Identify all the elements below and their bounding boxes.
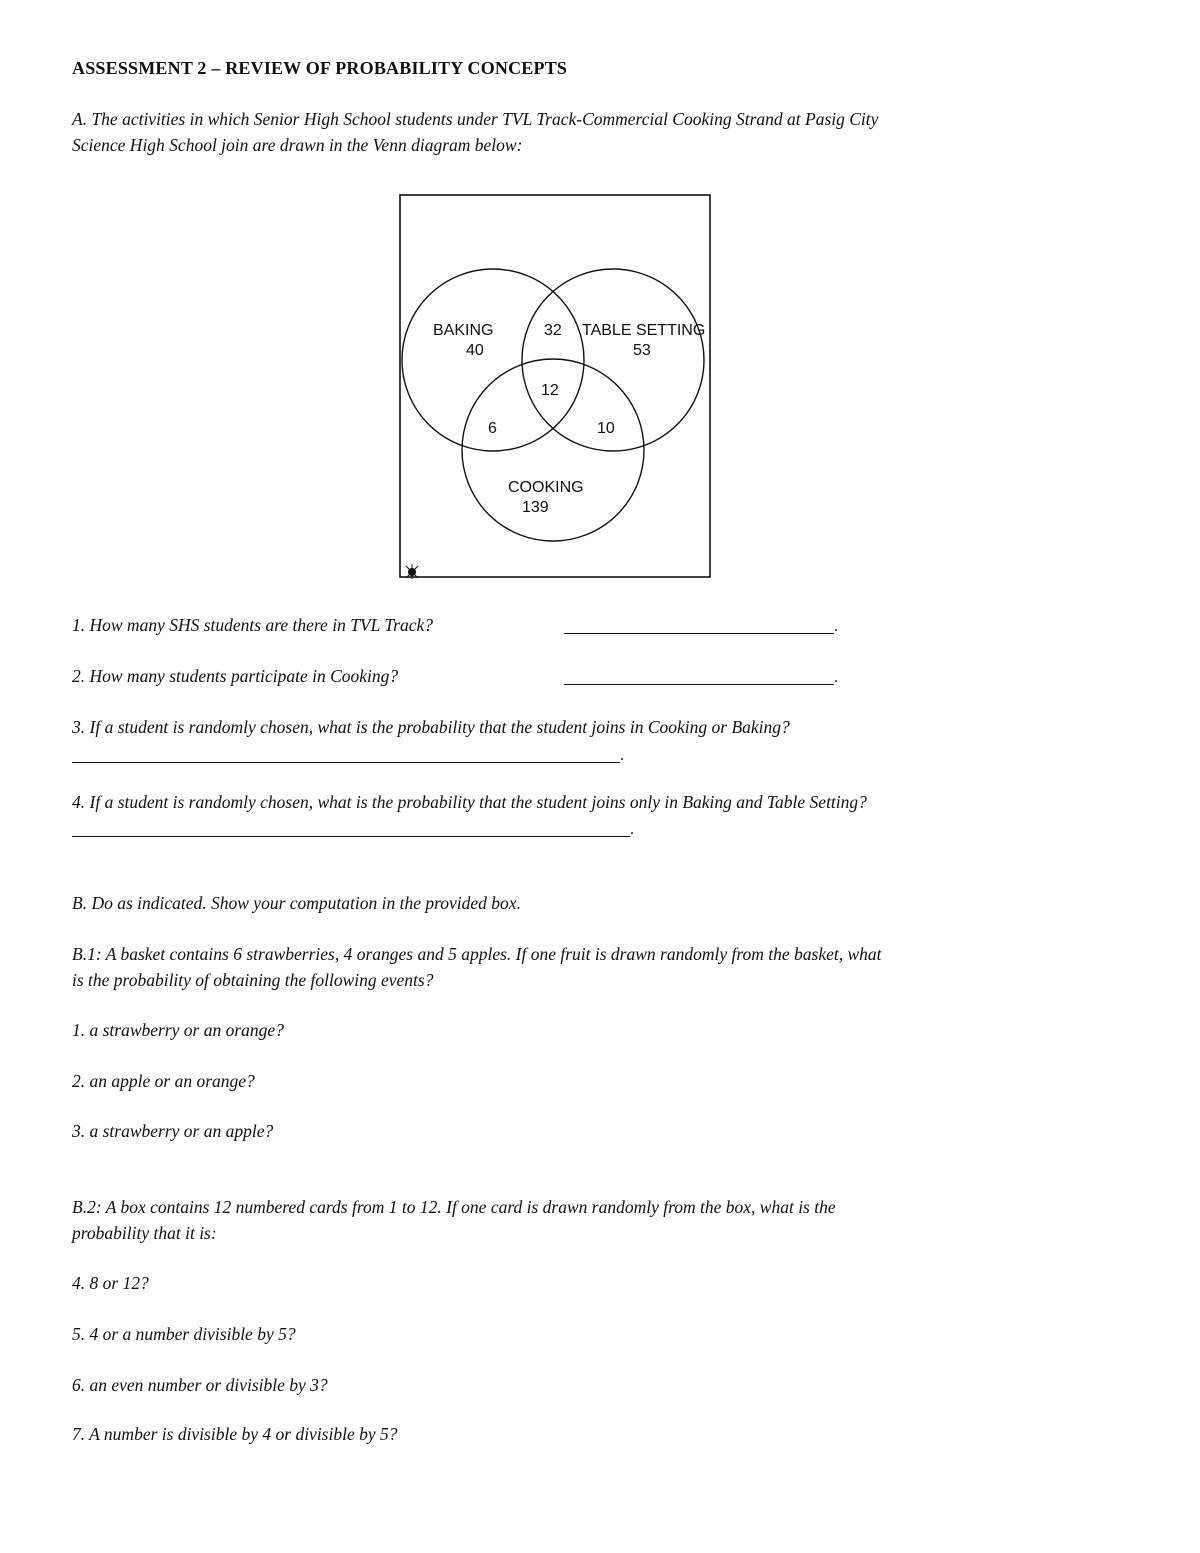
section-a-intro-line1: A. The activities in which Senior High School students under TVL Track-Commercial Cooking Strand at Pasig City	[72, 109, 879, 129]
cooking-value: 139	[522, 499, 549, 516]
venn-diagram	[398, 193, 712, 579]
table-setting-value: 53	[633, 342, 651, 359]
period: .	[834, 618, 838, 635]
question-a1: 1. How many SHS students are there in TVL Track?	[72, 615, 434, 635]
anchor-icon	[406, 564, 418, 579]
period: .	[630, 821, 634, 838]
section-b1-line2: is the probability of obtaining the following events?	[72, 970, 434, 990]
table-setting-label: TABLE SETTING	[582, 322, 706, 339]
baking-table-value: 32	[544, 322, 562, 339]
b2-item-4: 4. 8 or 12?	[72, 1273, 149, 1293]
period: .	[834, 669, 838, 686]
baking-label: BAKING	[433, 322, 494, 339]
table-cooking-value: 10	[597, 420, 615, 437]
answer-blank-a1[interactable]	[564, 633, 834, 634]
page-title: ASSESSMENT 2 – REVIEW OF PROBABILITY CONCEPTS	[72, 58, 568, 78]
b1-item-1: 1. a strawberry or an orange?	[72, 1020, 284, 1040]
venn-svg	[398, 193, 712, 579]
period: .	[620, 747, 624, 764]
baking-value: 40	[466, 342, 484, 359]
answer-blank-a4[interactable]	[72, 836, 630, 837]
question-a4: 4. If a student is randomly chosen, what is the probability that the student joins only in Baking and Table Setting?	[72, 792, 867, 812]
b2-item-6: 6. an even number or divisible by 3?	[72, 1375, 328, 1395]
b2-item-7: 7. A number is divisible by 4 or divisible by 5?	[72, 1424, 398, 1444]
b1-item-2: 2. an apple or an orange?	[72, 1071, 255, 1091]
answer-blank-a3[interactable]	[72, 762, 620, 763]
baking-cooking-value: 6	[488, 420, 497, 437]
section-b2-line1: B.2: A box contains 12 numbered cards from 1 to 12. If one card is drawn randomly from the box, what is the	[72, 1197, 836, 1217]
answer-blank-a2[interactable]	[564, 684, 834, 685]
cooking-label: COOKING	[508, 479, 584, 496]
section-b1-line1: B.1: A basket contains 6 strawberries, 4 oranges and 5 apples. If one fruit is drawn randomly from the basket, what	[72, 944, 882, 964]
question-a3: 3. If a student is randomly chosen, what is the probability that the student joins in Cooking or Baking?	[72, 717, 790, 737]
section-a-intro-line2: Science High School join are drawn in the Venn diagram below:	[72, 135, 523, 155]
section-b-intro: B. Do as indicated. Show your computation in the provided box.	[72, 893, 521, 913]
b1-item-3: 3. a strawberry or an apple?	[72, 1121, 274, 1141]
question-a2: 2. How many students participate in Cooking?	[72, 666, 399, 686]
all-three-value: 12	[541, 382, 559, 399]
section-b2-line2: probability that it is:	[72, 1223, 217, 1243]
b2-item-5: 5. 4 or a number divisible by 5?	[72, 1324, 296, 1344]
